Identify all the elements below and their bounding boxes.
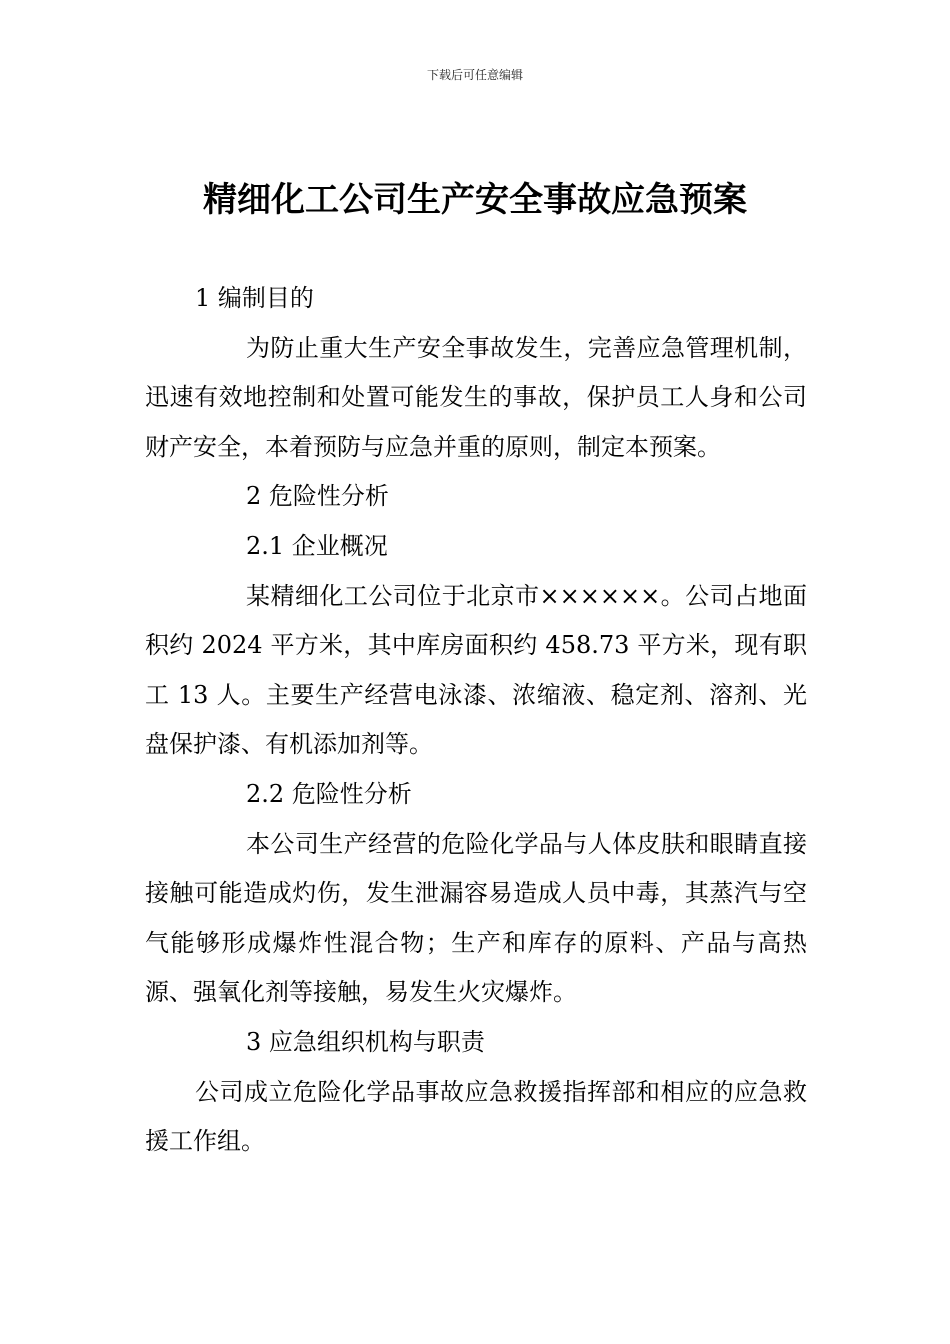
- document-title: 精细化工公司生产安全事故应急预案: [203, 180, 747, 220]
- paragraph-emergency-organization: 公司成立危险化学品事故应急救援指挥部和相应的应急救援工作组。: [145, 1077, 807, 1156]
- section-heading-company-overview: 2.1 企业概况: [246, 531, 388, 560]
- section-heading-purpose: 1 编制目的: [195, 284, 314, 312]
- section-heading-hazard-analysis: 2.2 危险性分析: [246, 779, 412, 808]
- paragraph-purpose: 为防止重大生产安全事故发生，完善应急管理机制，迅速有效地控制和处置可能发生的事故，保护员工人身和公司财产安全，本着预防与应急并重的原则，制定本预案。: [145, 333, 807, 461]
- document-body: [145, 274, 807, 1167]
- paragraph-hazard-analysis: 本公司生产经营的危险化学品与人体皮肤和眼睛直接接触可能造成灼伤，发生泄漏容易造成人员中毒，其蒸汽与空气能够形成爆炸性混合物；生产和库存的原料、产品与高热源、强氧化剂等接触，易发生火灾爆炸。: [145, 829, 807, 1007]
- section-heading-risk-analysis: 2 危险性分析: [246, 482, 389, 511]
- page-header-note: 下载后可任意编辑: [426, 68, 523, 82]
- paragraph-company-overview: 某精细化工公司位于北京市××××××。公司占地面积约 2024 平方米，其中库房面积约 458.73 平方米，现有职工 13 人。主要生产经营电泳漆、浓缩液、稳定剂、溶剂、光盘保护漆、有机添加剂等。: [145, 581, 807, 759]
- section-heading-emergency-organization: 3 应急组织机构与职责: [246, 1027, 485, 1056]
